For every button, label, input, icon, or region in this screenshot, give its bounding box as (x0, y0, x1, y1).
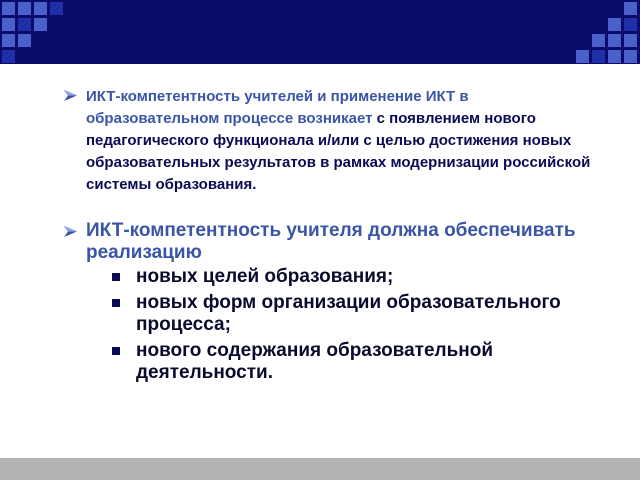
sub-bullet-text: нового содержания образовательной деятельности. (136, 340, 494, 383)
sub-bullet-list (112, 266, 602, 384)
sub-bullet-text: новых форм организации образовательного процесса; (136, 292, 561, 335)
arrow-bullet-icon (64, 89, 77, 102)
square-bullet-icon (112, 299, 120, 307)
bullet-text-1-rest: с появлением нового педагогического функционала и/или с целью достижения новых образовательных результатов в рамках модернизации российской системы образования. (86, 110, 591, 193)
arrow-bullet-icon (64, 225, 77, 238)
square-bullet-icon (112, 347, 120, 355)
slide-footer-bar (0, 458, 640, 480)
slide-header-banner (0, 0, 640, 64)
bullet-item-1 (62, 86, 602, 196)
square-bullet-icon (112, 273, 120, 281)
bullet-text-2: ИКТ-компетентность учителя должна обеспечивать реализацию (86, 220, 576, 263)
sub-bullet-item (112, 340, 602, 384)
sub-bullet-item (112, 292, 602, 336)
slide-content (62, 86, 602, 388)
sub-bullet-item (112, 266, 602, 288)
bullet-item-2 (62, 220, 602, 384)
bullet-text-1-highlight: ИКТ-компетентность учителей и применение ИКТ в образовательном процессе возникает (86, 88, 469, 127)
bullet-text-1 (86, 86, 602, 196)
sub-bullet-text: новых целей образования; (136, 266, 394, 287)
